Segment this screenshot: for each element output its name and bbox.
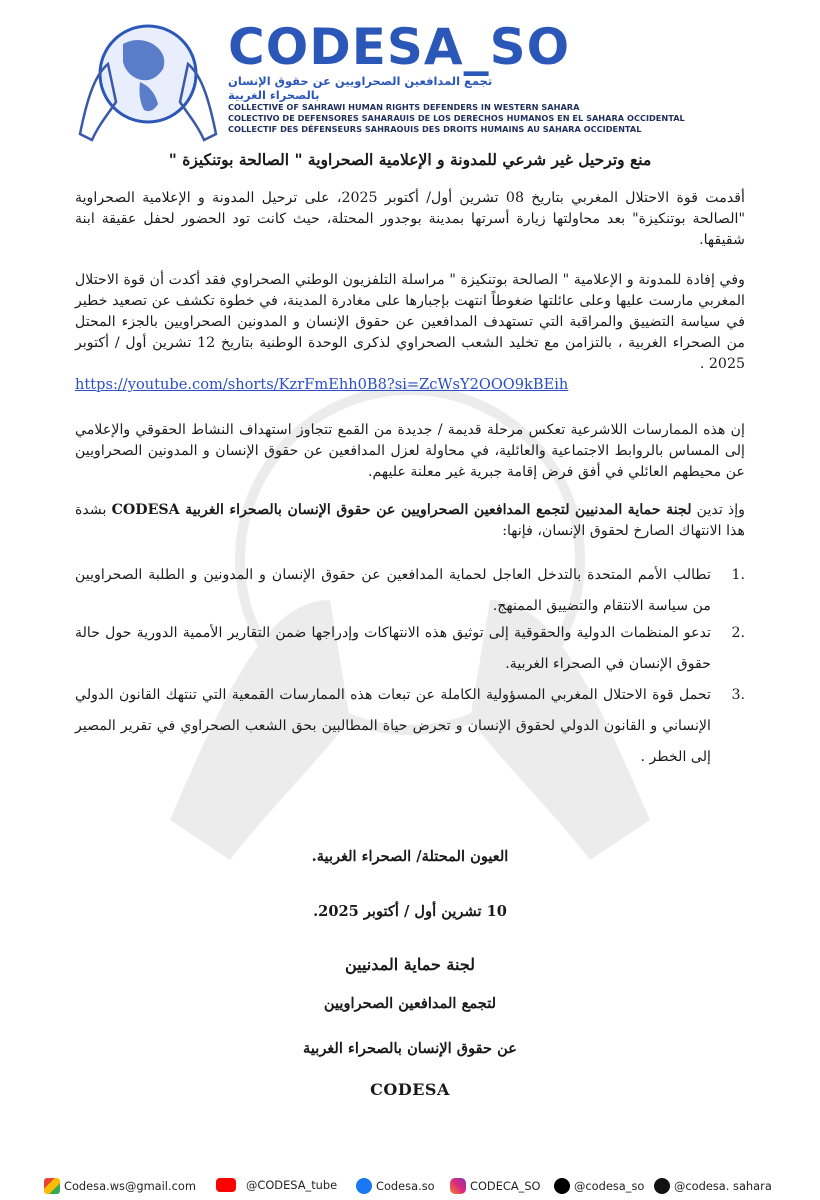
list-number: .3 — [731, 687, 745, 703]
brand-line-en: COLLECTIVE OF SAHRAWI HUMAN RIGHTS DEFENDERS IN WESTERN SAHARA — [228, 102, 580, 112]
brand-arabic: تجمع المدافعين الصحراويين عن حقوق الإنسان بالصحراء الغربية — [228, 74, 493, 102]
list-number: .2 — [731, 625, 745, 641]
footer-youtube[interactable]: @CODESA_tube — [216, 1178, 337, 1192]
footer-contacts — [0, 1172, 820, 1200]
brand-line-fr: COLLECTIF DES DÉFENSEURS SAHRAOUIS DES DROITS HUMAINS AU SAHARA OCCIDENTAL — [228, 124, 642, 134]
list-item — [75, 680, 745, 773]
signature-region: عن حقوق الإنسان بالصحراء الغربية — [303, 1040, 517, 1057]
document-title: منع وترحيل غير شرعي للمدونة و الإعلامية الصحراوية " الصالحة بوتنكيزة " — [168, 150, 652, 169]
list-text: تطالب الأمم المتحدة بالتدخل العاجل لحماية المدافعين عن حقوق الإنسان و المدونين و الطلبة الصحراويين من سياسة الانتقام والتضييق الممنهج. — [75, 567, 711, 614]
p4-intro: وإذ تدين — [696, 502, 746, 518]
list-text: تحمل قوة الاحتلال المغربي المسؤولية الكاملة عن تبعات هذه الممارسات القمعية التي تنتهك القانون الدولي الإنساني و القانون الدولي لحقوق الإنسان و تحرض حياة المطالبين بحق الشعب الصحراوي في تقرير المصير إلى الخطر . — [75, 687, 711, 765]
facebook-icon — [356, 1178, 372, 1194]
list-number: .1 — [731, 567, 745, 583]
signature-collective: لتجمع المدافعين الصحراويين — [323, 995, 497, 1012]
footer-instagram[interactable]: CODECA_SO — [450, 1178, 541, 1194]
signature-codesa: CODESA — [370, 1080, 450, 1099]
youtube-link[interactable]: https://youtube.com/shorts/KzrFmEhh0B8?si=ZcWsY2OOO9kBEih — [75, 376, 569, 393]
x-icon — [554, 1178, 570, 1194]
signature-committee: لجنة حماية المدنيين — [344, 955, 476, 974]
brand-line-es: COLECTIVO DE DEFENSORES SAHARAUIS DE LOS DERECHOS HUMANOS EN EL SAHARA OCCIDENTAL — [228, 113, 685, 123]
paragraph-2: وفي إفادة للمدونة و الإعلامية " الصالحة بوتنكيزة " مراسلة التلفزيون الوطني الصحراوي فقد أكدت أن قوة الاحتلال المغربي مارست عليها وعلى عائلتها ضغوطاً انتهت بإجبارها على مغادرة المدينة، في خطوة تكشف عن تصعيد خطير في سياسة التضييق والمراقبة التي تستهدف المدافعين عن حقوق الإنسان و المدونين الصحراويين بالجزء المحتل من الصحراء الغربية ، بالتزامن مع تخليد الشعب الصحراوي لذكرى الوحدة الوطنية بتاريخ 12 تشرين أول / أكتوبر 2025 . — [75, 272, 746, 372]
p4-rest: بشدة هذا الانتهاك الصارخ لحقوق الإنسان، فإنها: — [75, 502, 745, 539]
paragraph-1: أقدمت قوة الاحتلال المغربي بتاريخ 08 تشرين أول/ أكتوبر 2025، على ترحيل المدونة و الإعلامية الصحراوية "الصالحة بوتنكيزة" بعد محاولتها زيارة أسرتها بمدينة بوجدور المحتلة، حيث كانت تود الحضور لحفل عقيقة ابنة شقيقها. — [75, 190, 746, 248]
globe-hands-logo-icon — [68, 14, 228, 144]
youtube-icon — [216, 1178, 236, 1192]
paragraph-3: إن هذه الممارسات اللاشرعية تعكس مرحلة قديمة / جديدة من القمع تتجاوز استهداف النشاط الحقوقي والإعلامي إلى المساس بالروابط الاجتماعية والعائلية، في محاولة لعزل المدافعين عن حقوق الإنسان و المدونين الصحراويين عن محيطهم العائلي في أفق فرض إقامة جبرية غير معلنة عليهم. — [75, 422, 745, 480]
footer-tiktok[interactable]: @codesa. sahara — [654, 1178, 772, 1194]
footer-x[interactable]: @codesa_so — [554, 1178, 644, 1194]
date-line: 10 تشرين أول / أكتوبر 2025. — [313, 903, 507, 920]
brand-title: CODESA_SO — [228, 18, 571, 76]
list-item — [75, 618, 745, 680]
instagram-icon — [450, 1178, 466, 1194]
footer-facebook[interactable]: Codesa.so — [356, 1178, 435, 1194]
list-text: تدعو المنظمات الدولية والحقوقية إلى توثيق هذه الانتهاكات وإدراجها ضمن التقارير الأممية الدورية حول حالة حقوق الإنسان في الصحراء الغربية. — [75, 625, 711, 672]
footer-email[interactable]: Codesa.ws@gmail.com — [44, 1178, 196, 1194]
tiktok-icon — [654, 1178, 670, 1194]
paragraph-4 — [75, 500, 745, 542]
p4-bold-org: لجنة حماية المدنيين لتجمع المدافعين الصحراويين عن حقوق الإنسان بالصحراء الغربية CODESA — [111, 502, 692, 518]
logo-header — [60, 14, 760, 144]
place-line: العيون المحتلة/ الصحراء الغربية. — [311, 848, 509, 865]
brand-block — [228, 18, 685, 135]
gmail-icon — [44, 1178, 60, 1194]
list-item — [75, 560, 745, 622]
